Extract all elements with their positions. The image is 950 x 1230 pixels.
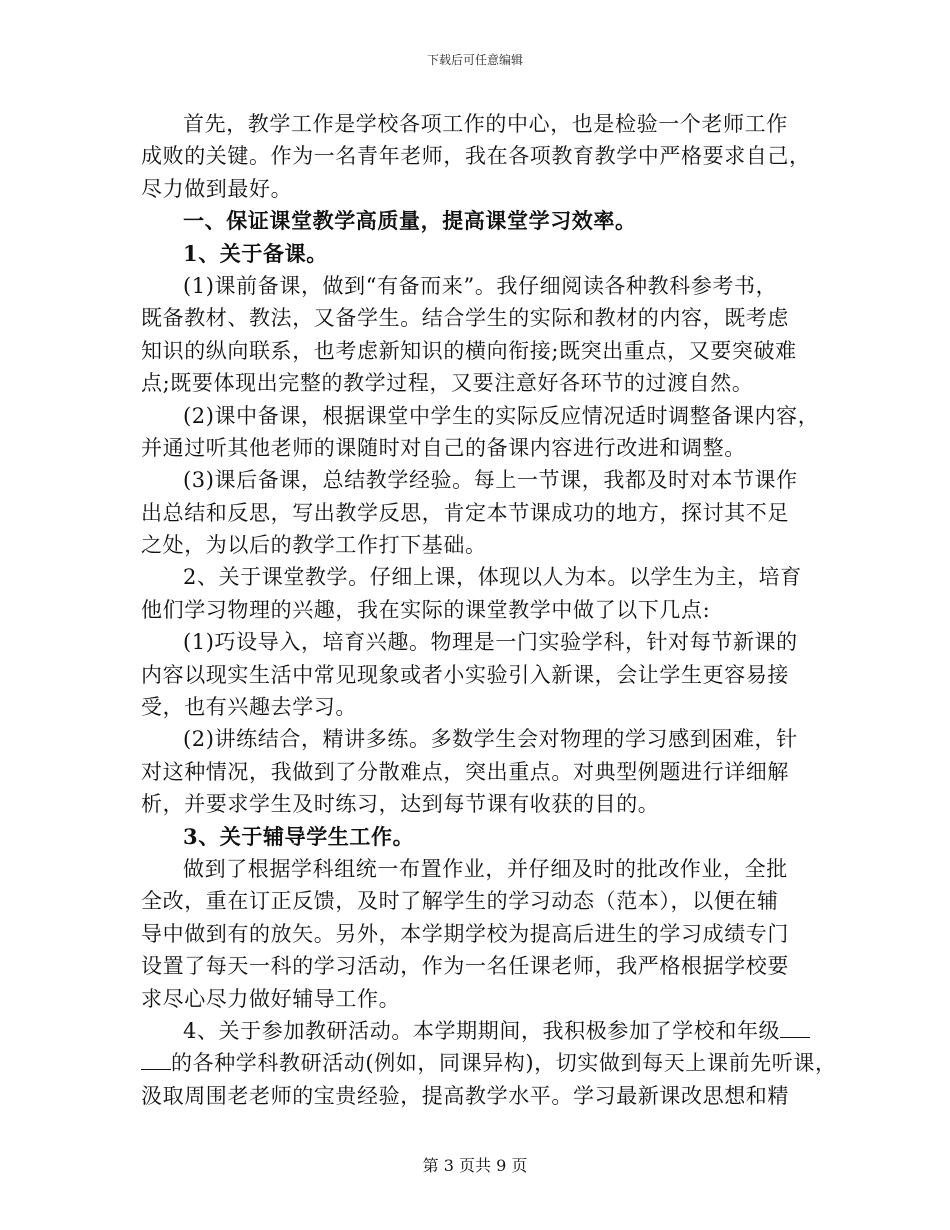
text-line: 他们学习物理的兴趣，我在实际的课堂教学中做了以下几点: xyxy=(141,597,711,622)
paragraph-pre-class-prep xyxy=(141,270,815,400)
text-line: 2、关于课堂教学。仔细上课，体现以人为本。以学生为主，培育 xyxy=(183,565,802,590)
text-line: (1)课前备课，做到“有备而来”。我仔细阅读各种教科参考书， xyxy=(183,273,778,298)
text-line xyxy=(141,1015,815,1047)
document-body xyxy=(141,108,837,1112)
page-header: 下载后可任意编辑 xyxy=(426,53,523,67)
text-line: 全改，重在订正反馈，及时了解学生的学习动态（范本），以便在辅 xyxy=(141,889,779,914)
paragraph-post-class-prep xyxy=(141,464,815,561)
text-line: 做到了根据学科组统一布置作业，并仔细及时的批改作业，全批 xyxy=(183,856,788,881)
heading-text: 一、保证课堂教学高质量，提高课堂学习效率。 xyxy=(183,208,637,234)
text-line: (3)课后备课，总结教学经验。每上一节课，我都及时对本节课作 xyxy=(183,468,798,493)
text-line: 点;既要体现出完整的教学过程，又要注意好各环节的过渡自然。 xyxy=(141,371,754,396)
heading-text: 1、关于备课。 xyxy=(183,240,328,266)
text-line: 出总结和反思，写出教学反思，肯定本节课成功的地方，探讨其不足 xyxy=(141,500,789,525)
text-line: 尽力做到最好。 xyxy=(141,176,293,201)
paragraph-intro xyxy=(141,108,815,205)
text-line: 并通过听其他老师的课随时对自己的备课内容进行改进和调整。 xyxy=(141,435,746,460)
text-line: 求尽心尽力做好辅导工作。 xyxy=(141,986,401,1011)
text-line: 设置了每天一科的学习活动，作为一名任课老师，我严格根据学校要 xyxy=(141,954,789,979)
text-line: (2)讲练结合，精讲多练。多数学生会对物理的学习感到困难，针 xyxy=(183,727,798,752)
text-line: 之处，为以后的教学工作打下基础。 xyxy=(141,533,487,558)
paragraph-practice xyxy=(141,723,815,820)
subsection-heading-tutoring xyxy=(141,821,815,853)
fill-in-blank xyxy=(780,1015,810,1038)
section-heading-1 xyxy=(141,205,815,237)
page-footer: 第 3 页共 9 页 xyxy=(422,1156,528,1175)
text-line: 对这种情况，我做到了分散难点，突出重点。对典型例题进行详细解 xyxy=(141,759,789,784)
paragraph-teaching-research xyxy=(141,1015,837,1112)
paragraph-introduction-interest xyxy=(141,626,815,723)
text-segment: 4、关于参加教研活动。本学期期间，我积极参加了学校和年级 xyxy=(183,1018,781,1043)
text-segment: 的各种学科教研活动(例如，同课异构)，切实做到每天上课前先听课， xyxy=(171,1051,837,1076)
text-line: 知识的纵向联系，也考虑新知识的横向衔接;既突出重点，又要突破难 xyxy=(141,338,797,363)
text-line: 受，也有兴趣去学习。 xyxy=(141,695,357,720)
text-line: 既备教材、教法，又备学生。结合学生的实际和教材的内容，既考虑 xyxy=(141,306,789,331)
text-line: 导中做到有的放矢。另外，本学期学校为提高后进生的学习成绩专门 xyxy=(141,921,789,946)
heading-text: 3、关于辅导学生工作。 xyxy=(183,823,415,849)
text-line: 成败的关键。作为一名青年老师，我在各项教育教学中严格要求自己， xyxy=(141,144,811,169)
paragraph-tutoring xyxy=(141,853,815,1015)
text-line xyxy=(141,1047,837,1079)
subsection-heading-lesson-prep xyxy=(141,238,815,270)
paragraph-classroom-teaching xyxy=(141,561,815,626)
text-line: (2)课中备课，根据课堂中学生的实际反应情况适时调整备课内容， xyxy=(183,403,820,428)
fill-in-blank xyxy=(141,1047,171,1070)
text-line: 内容以现实生活中常见现象或者小实验引入新课，会让学生更容易接 xyxy=(141,662,789,687)
text-line: 析，并要求学生及时练习，达到每节课有收获的目的。 xyxy=(141,792,660,817)
text-line: 汲取周围老老师的宝贵经验，提高教学水平。学习最新课改思想和精 xyxy=(141,1083,789,1108)
text-line: 首先，教学工作是学校各项工作的中心，也是检验一个老师工作 xyxy=(183,112,788,136)
paragraph-in-class-prep xyxy=(141,400,820,465)
text-line: (1)巧设导入，培育兴趣。物理是一门实验学科，针对每节新课的 xyxy=(183,630,798,655)
